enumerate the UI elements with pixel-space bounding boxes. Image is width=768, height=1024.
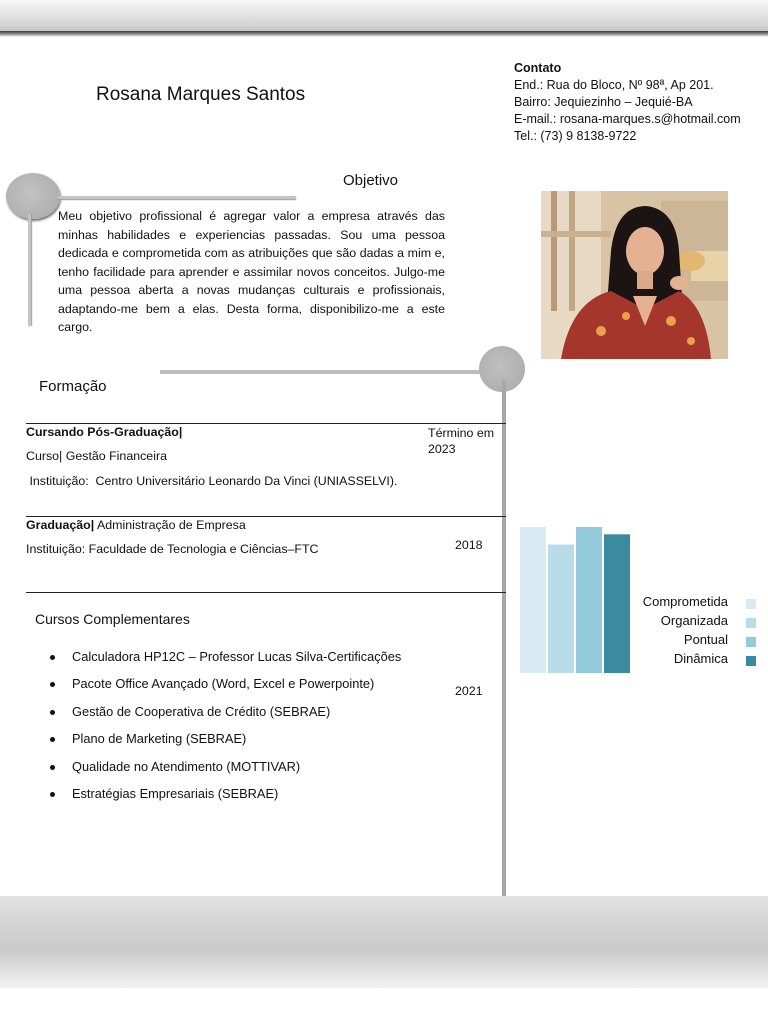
top-banner-shadow (0, 31, 768, 37)
list-item: Calculadora HP12C – Professor Lucas Silva-Certificações (50, 649, 401, 676)
graduacao-line (26, 518, 246, 532)
legend-item-pontual (620, 632, 760, 651)
graduacao-curso: Administração de Empresa (94, 518, 246, 532)
top-banner (0, 0, 768, 34)
list-item: Pacote Office Avançado (Word, Excel e Powerpointe) (50, 676, 401, 703)
objective-title: Objetivo (343, 172, 399, 189)
bar-pontual (576, 527, 602, 673)
pos-graduacao-instituicao: Instituição: Centro Universitário Leonardo Da Vinci (UNIASSELVI). (26, 474, 398, 488)
legend-label: Comprometida (642, 594, 728, 609)
legend-swatch (746, 618, 756, 628)
profile-photo-illustration (541, 191, 728, 359)
legend-swatch (746, 637, 756, 647)
cursos-title: Cursos Complementares (35, 611, 190, 627)
contact-neighborhood: Bairro: Jequiezinho – Jequié-BA (514, 95, 693, 109)
list-item: Plano de Marketing (SEBRAE) (50, 731, 401, 758)
contact-block (514, 60, 741, 145)
cursos-year: 2021 (455, 684, 483, 698)
contact-email: E-mail.: rosana-marques.s@hotmail.com (514, 112, 741, 126)
list-item: Gestão de Cooperativa de Crédito (SEBRAE) (50, 704, 401, 731)
legend-item-comprometida (620, 594, 760, 613)
list-item: Qualidade no Atendimento (MOTTIVAR) (50, 759, 401, 786)
objective-divider-horizontal (58, 196, 296, 199)
legend-label: Organizada (660, 613, 728, 628)
legend-item-dinamica (620, 651, 760, 670)
legend-swatch (746, 656, 756, 666)
objective-divider-vertical (28, 214, 31, 326)
candidate-name: Rosana Marques Santos (96, 84, 306, 105)
graduacao-year: 2018 (455, 538, 483, 552)
objective-circle-decoration (6, 173, 60, 219)
graduacao-heading: Graduação| (26, 518, 95, 532)
legend-swatch (746, 599, 756, 609)
pos-graduacao-curso (26, 449, 167, 463)
courses-list (50, 649, 401, 813)
formacao-divider (160, 370, 490, 374)
legend-item-organizada (620, 613, 760, 632)
legend-label: Pontual (683, 632, 728, 647)
bar-organizada (548, 545, 574, 673)
pos-graduacao-termino: Término em 2023 (428, 426, 495, 456)
curso-value: Gestão Financeira (62, 449, 167, 463)
section-rule (26, 423, 506, 424)
contact-phone: Tel.: (73) 9 8138-9722 (514, 129, 637, 143)
list-item: Estratégias Empresariais (SEBRAE) (50, 786, 401, 813)
curso-label: Curso| (26, 449, 63, 463)
bar-comprometida (520, 527, 546, 673)
section-rule (26, 516, 506, 517)
formacao-title: Formação (39, 378, 107, 395)
objective-text: Meu objetivo profissional é agregar valor a empresa através das minhas habilidades e experiencias passadas. Sou uma pessoa dedicada e comprometida com as atribuições que são dadas a mim e, tenho facilidade para aprender e assimilar novos conceitos. Julgo-me uma pessoa aberta a novas mudanças culturais e profissionais, adaptando-me bem a elas. Desta forma, disponibilizo-me a este cargo. (58, 209, 445, 334)
graduacao-instituicao: Instituição: Faculdade de Tecnologia e Ciências–FTC (26, 542, 319, 556)
contact-title: Contato (514, 61, 562, 75)
legend-label: Dinâmica (673, 651, 728, 666)
pos-graduacao-heading: Cursando Pós-Graduação| (26, 425, 183, 439)
section-rule (26, 592, 506, 593)
bottom-banner (0, 896, 768, 988)
timeline-line (502, 380, 506, 896)
profile-photo (541, 191, 728, 359)
contact-address: End.: Rua do Bloco, Nº 98ª, Ap 201. (514, 78, 714, 92)
